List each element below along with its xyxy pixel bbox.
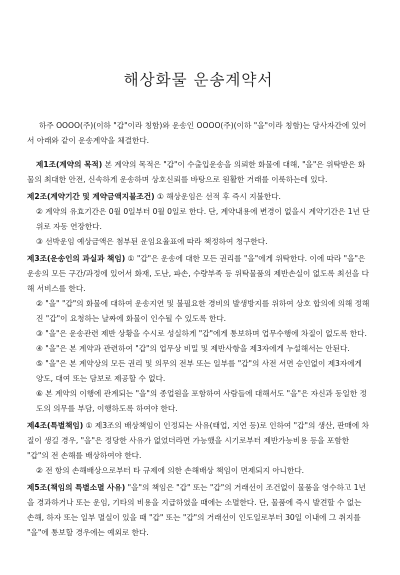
article-4-heading: 제4조(특별책임) — [27, 421, 84, 430]
article-2-clause-1: ① 해상운임은 선적 후 즉시 지불한다. — [156, 192, 281, 201]
article-4 — [27, 418, 370, 478]
article-3-clause-5: ⑤ "을"은 본 계약상의 모든 권리 및 의무의 전부 또는 일부를 "갑"의 사전 서면 승인없이 제3자에게 양도, 대여 또는 담보로 제공할 수 없다. — [36, 359, 362, 383]
article-2-heading: 제2조(계약기간 및 계약금액지불조건) — [27, 192, 155, 201]
article-3-clause-6: ⑥ 본 계약의 이행에 관계되는 "을"의 종업원을 포함하여 사람들에 대해서도 "을"은 자신과 동일한 정도의 의무를 부담, 이행하도록 하여야 한다. — [36, 389, 367, 413]
article-3-clause-4: ④ "을"은 본 계약과 관련하여 "갑"의 업무상 비밀 및 제반사항을 제3자에게 누설해서는 안된다. — [36, 344, 350, 353]
article-4-clause-2: ② 전 항의 손해배상으로부터 타 규제에 의한 손해배상 책임이 면제되지 아니한다. — [36, 466, 305, 475]
article-3-heading: 제3조(운송인의 과실과 책임) — [27, 254, 126, 263]
article-1 — [27, 157, 370, 187]
article-2 — [27, 189, 370, 249]
document-title: 해상화물 운송계약서 — [123, 71, 274, 89]
intro-paragraph: 하주 OOOO(주)(이하 "갑"이라 칭함)와 운송인 OOOO(주)(이하 "을"이라 칭함)는 당사자간에 있어서 아래와 같이 운송계약을 체결한다. — [27, 121, 367, 145]
article-1-text: 본 계약의 목적은 "갑"이 수출입운송을 의뢰한 화물에 대해, "을"은 위탁받은 화물의 최대한 안전, 신속하게 운송하며 상호신뢰를 바탕으로 원활한 거래를 이룩하는데 있다. — [27, 160, 366, 184]
article-1-heading: 제1조(계약의 목적) — [36, 160, 103, 169]
article-3-clause-2: ② "을" "갑"의 화물에 대하여 운송지연 및 불필요한 경비의 발생방지를 위하여 상호 합의에 의해 정해진 "갑"이 요청하는 날짜에 화물이 인수될 수 있도록 한다. — [36, 299, 370, 323]
article-3-clause-3: ③ "을"은 운송관련 제반 상황을 수시로 성실하게 "갑"에게 통보하며 업무수행에 차질이 없도록 한다. — [36, 329, 367, 338]
article-5 — [27, 480, 370, 540]
article-4-clause-1: ① 제3조의 배상책임이 인정되는 사유(태업, 지연 등)로 인하여 "갑"의 생산, 판매에 차질이 생길 경우, "을"은 정당한 사유가 없었더라면 가능했을 시기로부터 제반가능비용 등을 포함한 "갑"의 전 손해를 배상하여야 한다. — [27, 421, 370, 460]
article-2-clause-2: ② 계약의 유효기간은 0월 0일부터 0월 0일로 한다. 단, 계약내용에 변경이 없을시 계약기간은 1년 단위로 자동 연장한다. — [36, 207, 370, 231]
article-2-clause-3: ③ 선박운임 예상금액은 첨부된 운임요율표에 따라 책정하여 청구한다. — [36, 237, 268, 246]
article-5-heading: 제5조(책임의 특별소멸 사유) — [27, 483, 126, 492]
article-3-clause-1: ① "갑"은 운송에 대한 모든 권리를 "을"에게 위탁한다. 이에 따라 "을"은 운송의 모든 구간/과정에 있어서 화재, 도난, 파손, 수량부족 등 위탁물품의 제반손실이 없도록 최선을 다해 서비스를 한다. — [27, 254, 369, 293]
article-3 — [27, 251, 370, 416]
article-5-text: "을"의 책임은 "갑" 또는 "갑"의 거래선이 조건없이 물품을 영수하고 1년을 경과하거나 또는 운임, 기타의 비용을 지급하였을 때에는 소멸한다. 단, 물품에 즉시 발견할 수 없는 손해, 하자 또는 일부 멸실이 있을 때 "갑" 또는 "갑"의 거래선이 인도일로부터 30일 이내에 그 취지를 "을"에 통보할 경우에는 예외로 한다. — [27, 483, 366, 537]
